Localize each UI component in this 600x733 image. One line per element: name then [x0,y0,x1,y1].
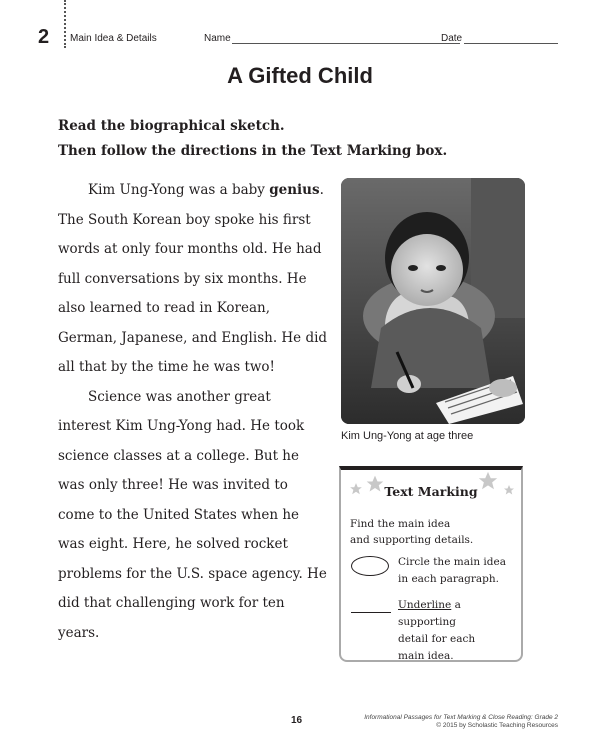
underline-instruction: Underline a supporting detail for each main idea. [398,599,476,662]
text-marking-intro [350,516,473,548]
copyright: © 2015 by Scholastic Teaching Resources [436,722,558,729]
circle-instruction: Circle the main idea in each paragraph. [398,556,506,585]
p1-start: Kim Ung-Yong was a baby [88,182,270,198]
directions [58,114,447,164]
page-number: 16 [291,715,303,726]
circle-word: Circle [398,556,430,568]
story-text [58,176,328,648]
unit-number: 2 [38,26,50,48]
underline-symbol [351,612,391,613]
text-marking-title: Text Marking [384,484,478,499]
footer-credit [364,714,558,730]
circle-symbol [351,556,389,576]
text-marking-box [339,466,523,662]
name-label: Name [204,33,231,44]
page-title: A Gifted Child [227,63,373,88]
paragraph-1 [58,176,328,383]
underline-word: Underline [398,599,452,611]
page-header [38,26,558,50]
genius-word: genius [269,182,320,198]
directions-line-1: Read the biographical sketch. [58,118,285,134]
book-title: Informational Passages for Text Marking & Close Reading: Grade 2 [364,714,558,721]
photo-caption: Kim Ung-Yong at age three [341,430,474,442]
p1-rest: . The South Korean boy spoke his first words at only four months old. He had full conversations by six months. He also learned to read in Korean, German, Japanese, and English. He did all that by the time he was two! [58,182,328,375]
paragraph-2: Science was another great interest Kim Ung-Yong had. He took science classes at a college. But he was only three! He was invited to come to the United States when he was eight. Here, he solved rocket problems for the U.S. space agency. He did that challenging work for ten years. [58,388,327,641]
name-line[interactable] [232,43,460,44]
intro-line-2: and supporting details. [350,534,474,546]
directions-line-2: Then follow the directions in the Text Marking box. [58,143,448,159]
date-label: Date [441,33,463,44]
topic-label: Main Idea & Details [70,33,157,44]
child-photo [341,178,525,424]
dotted-divider [64,0,66,48]
date-line[interactable] [464,43,558,44]
intro-line-1: Find the main idea [350,518,451,530]
